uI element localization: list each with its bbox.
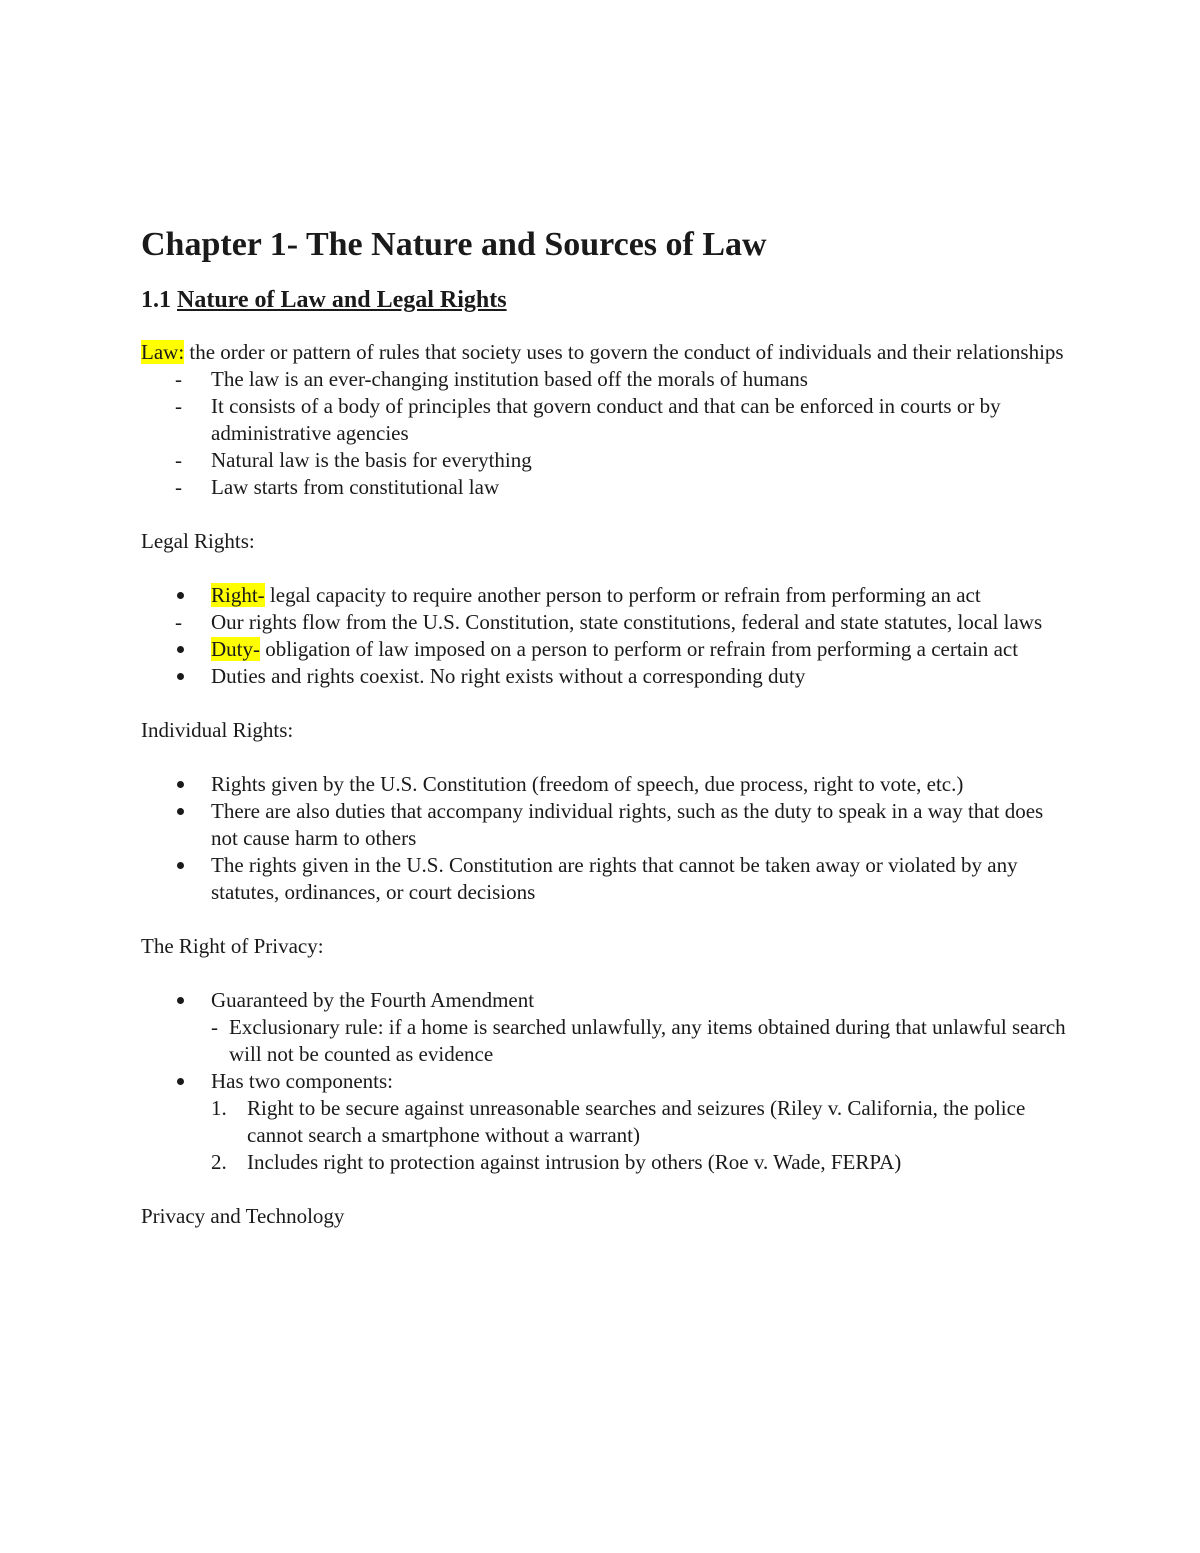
list-item-text: Right to be secure against unreasonable searches and seizures (Riley v. California, the police cannot search a smartphone without a warrant) [247,1096,1026,1147]
document-page [141,224,1071,1257]
right-term: Right- [211,583,265,607]
list-item [141,474,1071,501]
law-definition [141,339,1071,366]
legal-rights-label: Legal Rights: [141,529,255,553]
list-item-text: Our rights flow from the U.S. Constitution, state constitutions, federal and state statutes, local laws [211,610,1043,634]
bullet-icon [177,673,184,680]
list-item-text: It consists of a body of principles that govern conduct and that can be enforced in courts or by administrative agencies [211,394,1001,445]
list-item [141,852,1071,906]
list-item-text: Exclusionary rule: if a home is searched unlawfully, any items obtained during that unlawful search will not be counted as evidence [229,1015,1066,1066]
sub-list-item [211,1095,1071,1149]
number-marker: 1. [211,1096,227,1120]
list-item-text: Duties and rights coexist. No right exists without a corresponding duty [211,664,806,688]
individual-rights-label: Individual Rights: [141,718,294,742]
bullet-icon [177,808,184,815]
section-number: 1.1 [141,287,171,313]
dash-marker: - [175,394,182,418]
list-item-text: Rights given by the U.S. Constitution (freedom of speech, due process, right to vote, etc.) [211,772,964,796]
list-item-text: Law starts from constitutional law [211,475,500,499]
section-title: Nature of Law and Legal Rights [177,287,507,313]
section-heading [141,285,1071,315]
dash-marker: - [175,475,182,499]
list-item [141,798,1071,852]
dash-marker: - [211,1015,218,1039]
list-item [141,366,1071,393]
bullet-icon [177,646,184,653]
list-item-text: Natural law is the basis for everything [211,448,532,472]
bullet-icon [177,862,184,869]
list-item-text: Guaranteed by the Fourth Amendment [211,988,535,1012]
law-points-list [141,366,1071,501]
bullet-icon [177,592,184,599]
list-item-text: The law is an ever-changing institution based off the morals of humans [211,367,808,391]
list-item-text: legal capacity to require another person to perform or refrain from performing an act [264,583,981,607]
list-item [141,636,1071,663]
chapter-title: Chapter 1- The Nature and Sources of Law [141,226,767,263]
sub-list [211,1014,1071,1068]
right-of-privacy-list [141,987,1071,1176]
privacy-and-technology-label: Privacy and Technology [141,1204,345,1228]
number-marker: 2. [211,1150,227,1174]
dash-marker: - [175,448,182,472]
sub-list-item [211,1149,1071,1176]
list-item [141,663,1071,690]
list-item [141,987,1071,1068]
bullet-icon [177,781,184,788]
bullet-icon [177,997,184,1004]
list-item [141,609,1071,636]
list-item-text: obligation of law imposed on a person to perform or refrain from performing a certain act [260,637,1019,661]
list-item [141,447,1071,474]
law-definition-text: the order or pattern of rules that society uses to govern the conduct of individuals and their relationships [184,340,1064,364]
duty-term: Duty- [211,637,260,661]
list-item [141,582,1071,609]
list-item-text: The rights given in the U.S. Constitution are rights that cannot be taken away or violated by any statutes, ordinances, or court decisions [211,853,1018,904]
list-item [141,1068,1071,1176]
legal-rights-list [141,582,1071,690]
list-item [141,771,1071,798]
right-of-privacy-label: The Right of Privacy: [141,934,324,958]
dash-marker: - [175,367,182,391]
dash-marker: - [175,610,182,634]
law-term: Law: [141,340,185,364]
bullet-icon [177,1078,184,1085]
list-item [141,393,1071,447]
list-item-text: Has two components: [211,1069,393,1093]
sub-list-item [211,1014,1071,1068]
components-list [211,1095,1071,1176]
individual-rights-list [141,771,1071,906]
list-item-text: There are also duties that accompany individual rights, such as the duty to speak in a way that does not cause harm to others [211,799,1044,850]
list-item-text: Includes right to protection against intrusion by others (Roe v. Wade, FERPA) [247,1150,902,1174]
